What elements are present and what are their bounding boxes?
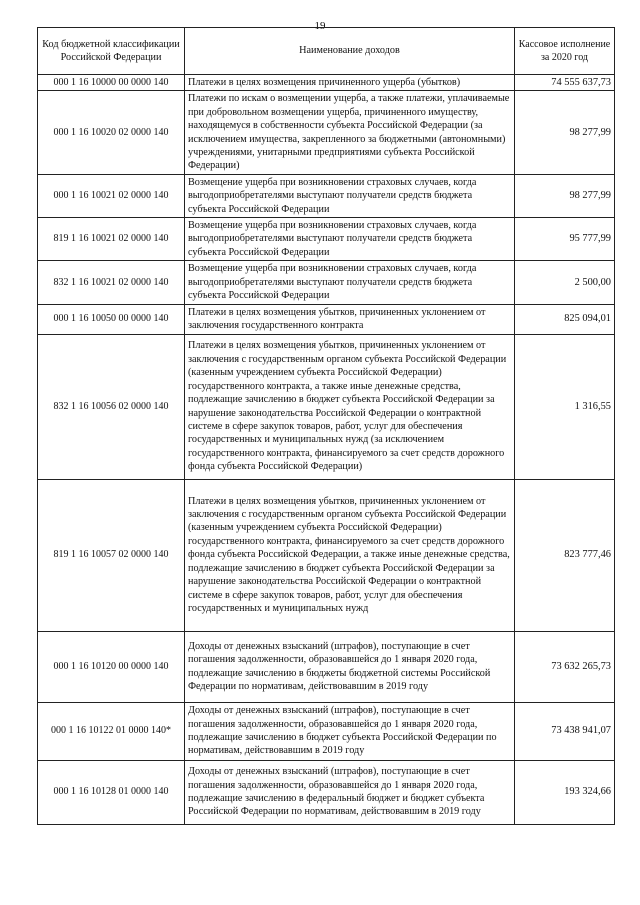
page-number: 19 bbox=[314, 20, 326, 32]
row-amount: 1 316,55 bbox=[515, 334, 615, 479]
header-amount: Кассовое исполнение за 2020 год bbox=[515, 28, 615, 75]
row-name: Платежи в целях возмещения убытков, причиненных уклонением от заключения государственного контракта bbox=[185, 304, 515, 334]
row-code: 000 1 16 10120 00 0000 140 bbox=[38, 631, 185, 702]
row-amount: 193 324,66 bbox=[515, 760, 615, 824]
row-amount: 823 777,46 bbox=[515, 479, 615, 631]
row-amount: 98 277,99 bbox=[515, 174, 615, 217]
row-name: Возмещение ущерба при возникновении страховых случаев, когда выгодоприобретателями выступают получатели средств бюджета субъекта Российской Федерации bbox=[185, 174, 515, 217]
row-code: 819 1 16 10021 02 0000 140 bbox=[38, 218, 185, 261]
table-row bbox=[38, 174, 615, 217]
table-row bbox=[38, 479, 615, 631]
header-code: Код бюджетной классификации Российской Федерации bbox=[38, 28, 185, 75]
row-name: Доходы от денежных взысканий (штрафов), поступающие в счет погашения задолженности, образовавшейся до 1 января 2020 года, подлежащие зачислению в бюджет субъекта Российской Федерации по нормативам, действовавшим в 2019 году bbox=[185, 702, 515, 760]
row-name: Доходы от денежных взысканий (штрафов), поступающие в счет погашения задолженности, образовавшейся до 1 января 2020 года, подлежащие зачислению в федеральный бюджет и бюджет субъекта Российской Федерации по нормативам, действовавшим в 2019 году bbox=[185, 760, 515, 824]
table-header-row bbox=[38, 28, 615, 75]
row-name: Платежи по искам о возмещении ущерба, а также платежи, уплачиваемые при добровольном возмещении ущерба, причиненного имуществу, находящемуся в собственности субъекта Российской Федерации (за исключением имущества, закрепленного за бюджетными (автономными) учреждениями, унитарными предприятиями субъекта Российской Федерации) bbox=[185, 91, 515, 174]
row-code: 000 1 16 10000 00 0000 140 bbox=[38, 75, 185, 91]
table-row bbox=[38, 261, 615, 304]
row-code: 000 1 16 10050 00 0000 140 bbox=[38, 304, 185, 334]
row-name: Возмещение ущерба при возникновении страховых случаев, когда выгодоприобретателями выступают получатели средств бюджета субъекта Российской Федерации bbox=[185, 261, 515, 304]
row-amount: 2 500,00 bbox=[515, 261, 615, 304]
row-code: 000 1 16 10122 01 0000 140* bbox=[38, 702, 185, 760]
table-row bbox=[38, 75, 615, 91]
row-code: 000 1 16 10020 02 0000 140 bbox=[38, 91, 185, 174]
row-code: 832 1 16 10056 02 0000 140 bbox=[38, 334, 185, 479]
row-amount: 98 277,99 bbox=[515, 91, 615, 174]
table-row bbox=[38, 760, 615, 824]
table-row bbox=[38, 91, 615, 174]
row-amount: 95 777,99 bbox=[515, 218, 615, 261]
row-code: 000 1 16 10128 01 0000 140 bbox=[38, 760, 185, 824]
row-amount: 73 438 941,07 bbox=[515, 702, 615, 760]
revenue-table bbox=[37, 27, 615, 825]
table-row bbox=[38, 702, 615, 760]
row-name: Платежи в целях возмещения причиненного ущерба (убытков) bbox=[185, 75, 515, 91]
table-row bbox=[38, 334, 615, 479]
table-row bbox=[38, 218, 615, 261]
row-code: 819 1 16 10057 02 0000 140 bbox=[38, 479, 185, 631]
row-name: Возмещение ущерба при возникновении страховых случаев, когда выгодоприобретателями выступают получатели средств бюджета субъекта Российской Федерации bbox=[185, 218, 515, 261]
row-amount: 74 555 637,73 bbox=[515, 75, 615, 91]
row-code: 000 1 16 10021 02 0000 140 bbox=[38, 174, 185, 217]
row-code: 832 1 16 10021 02 0000 140 bbox=[38, 261, 185, 304]
row-name: Доходы от денежных взысканий (штрафов), поступающие в счет погашения задолженности, образовавшейся до 1 января 2020 года, подлежащие зачислению в бюджеты бюджетной системы Российской Федерации по нормативам, действовавшим в 2019 году bbox=[185, 631, 515, 702]
row-name: Платежи в целях возмещения убытков, причиненных уклонением от заключения с государственным органом субъекта Российской Федерации (казенным учреждением субъекта Российской Федерации) государственного контракта, а также иные денежные средства, подлежащие зачислению в бюджет субъекта Российской Федерации за нарушение законодательства Российской Федерации о контрактной системе в сфере закупок товаров, работ, услуг для обеспечения государственных и муниципальных нужд (за исключением государственного контракта, финансируемого за счет средств дорожного фонда субъекта Российской Федерации) bbox=[185, 334, 515, 479]
row-amount: 73 632 265,73 bbox=[515, 631, 615, 702]
header-name: Наименование доходов bbox=[185, 28, 515, 75]
row-name: Платежи в целях возмещения убытков, причиненных уклонением от заключения с государственным органом субъекта Российской Федерации (казенным учреждением субъекта Российской Федерации) государственного контракта, финансируемого за счет средств дорожного фонда субъекта Российской Федерации, а также иные денежные средства, подлежащие зачислению в бюджет субъекта Российской Федерации за нарушение законодательства Российской Федерации о контрактной системе в сфере закупок товаров, работ, услуг для обеспечения государственных и муниципальных нужд bbox=[185, 479, 515, 631]
table-row bbox=[38, 631, 615, 702]
row-amount: 825 094,01 bbox=[515, 304, 615, 334]
table-row bbox=[38, 304, 615, 334]
